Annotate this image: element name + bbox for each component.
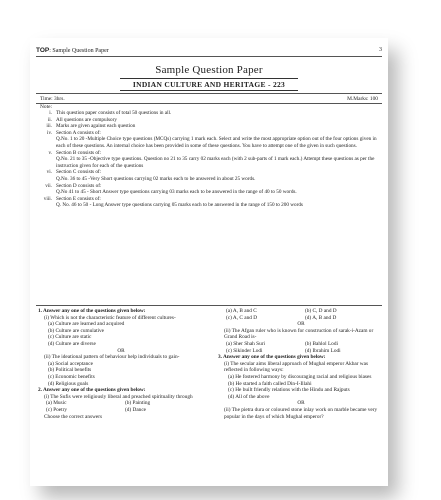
option: (b) Painting bbox=[125, 400, 151, 407]
option: (c) Economic benefits bbox=[48, 373, 95, 380]
section-divider bbox=[36, 305, 382, 306]
instructions-list bbox=[36, 110, 380, 209]
option: (d) All of the above bbox=[228, 393, 270, 400]
instruction-detail: Q.No. 21 to 35 -Objective type questions. Question no 21 to 35 carry 02 marks each (with 2 sub-parts of 1 mark each.) Attempt these questions as per the instruction given for each of the questions bbox=[56, 156, 375, 169]
option: (b) Political benefits bbox=[48, 367, 92, 374]
question-1-ii: (ii) The ideational pattern of behaviour help individuals to gain- bbox=[44, 354, 180, 361]
instruction-item: i. This question paper consists of total 50 questions in all. bbox=[49, 110, 172, 116]
time-label: Time: 3hrs. bbox=[40, 95, 65, 102]
instruction-item: viii. Section E consists of: bbox=[43, 195, 101, 202]
instruction-detail: Q.No 41 to 45 - Short Answer type questions carrying 03 marks each to be answered in the range of 40 to 50 words. bbox=[56, 189, 297, 196]
options-grid bbox=[218, 308, 384, 321]
option: (c) Poetry bbox=[46, 406, 68, 413]
question-2-ii: (ii) The Afgan ruler who is known for construction of sarak-i-Azam or Grand Road is- bbox=[224, 327, 374, 341]
brand-label bbox=[36, 47, 109, 54]
marks-label: M.Marks: 100 bbox=[347, 95, 378, 102]
instruction-detail: Q. No. 46 to 50 - Long Answer type questions carrying 05 marks each to be answered in the range of 150 to 200 words bbox=[56, 202, 303, 209]
option: (d) Ibrahim Lodi bbox=[305, 347, 341, 354]
option: (c) He built friendly relations with the Hindu and Rajputs bbox=[228, 387, 350, 394]
note-label: Note: bbox=[40, 104, 52, 110]
instruction-item: ii. All questions are compulsory bbox=[47, 116, 117, 123]
options-grid bbox=[218, 341, 384, 354]
option: (d) Culture are diverse bbox=[48, 340, 96, 347]
page-number: 3 bbox=[379, 47, 382, 53]
option: (a) A, B and C bbox=[226, 308, 257, 314]
instruction-item: vii. Section D consists of: bbox=[45, 182, 102, 189]
question-3-ii: (ii) The pietra dura or coloured stone inlay work on marble became very popular in the days of which Mughal emperor? bbox=[224, 406, 378, 420]
options-grid bbox=[38, 400, 204, 413]
option: (c) A, C and D bbox=[226, 314, 258, 321]
option: (b) C, D and D bbox=[305, 308, 337, 314]
exam-meta bbox=[36, 93, 382, 104]
option: (d) A, B and D bbox=[305, 314, 337, 321]
instruction-item: iii. Marks are given against each question bbox=[46, 123, 136, 130]
question-paper-page bbox=[30, 38, 388, 486]
or-separator: OR bbox=[297, 400, 305, 407]
header-label: : Sample Question Paper bbox=[49, 47, 109, 54]
page-title: Sample Question Paper bbox=[155, 64, 263, 76]
option: (a) Culture are learned and acquired bbox=[48, 321, 125, 328]
option: (a) Music bbox=[46, 400, 67, 407]
option: (d) Religious goals bbox=[48, 380, 89, 387]
or-separator: OR bbox=[297, 321, 305, 328]
option: (b) Culture are cumulative bbox=[48, 327, 105, 334]
option: (a) Sher Shah Suri bbox=[226, 340, 265, 347]
question-2-i: (i) The Sufis were religiously liberal and preached spirituality through bbox=[44, 393, 193, 400]
instruction-item: vi. Section C consists of: bbox=[46, 169, 102, 176]
question-2-heading: 2. Answer any one of the questions given below: bbox=[38, 387, 146, 394]
option: (c) Culture are static bbox=[48, 334, 92, 341]
question-3-i: (i) The secular aims liberal approach of Mughal emperor Akbar was reflected in following ways: bbox=[224, 360, 369, 374]
option: (b) Bahlol Lodi bbox=[305, 340, 338, 347]
right-column bbox=[218, 308, 384, 420]
instruction-item: iv. Section A consists of: bbox=[47, 129, 101, 136]
brand-logo-text: TOP bbox=[36, 46, 50, 54]
option: (d) Dance bbox=[125, 406, 147, 413]
option: (a) He fostered harmony by discouraging racial and religious biases bbox=[228, 373, 372, 380]
option: (b) He started a faith called Din-I-Illahi bbox=[228, 380, 312, 387]
question-1-i: (i) Which is not the characteristic feature of different cultures- bbox=[44, 314, 176, 321]
choose-instruction: Choose the correct answers bbox=[44, 413, 103, 420]
or-separator: OR bbox=[117, 347, 125, 354]
question-3-heading: 3. Answer any one of the questions given below: bbox=[218, 354, 326, 361]
page-subtitle: INDIAN CULTURE AND HERITAGE - 223 bbox=[120, 78, 298, 91]
instruction-detail: Q.No. 36 to 45 -Very Short questions carrying 02 marks each to be answered in about 25 words. bbox=[56, 175, 256, 182]
running-header bbox=[36, 44, 382, 57]
instruction-detail: Q.No. 1 to 20 -Multiple Choice type questions (MCQs) carrying 1 mark each. Select and write the most appropriate option out of the four options given in each of these questions. An internal choice has been provided in some of these questions. You have to attempt one of the given in such questions. bbox=[56, 136, 377, 149]
option: (c) Sikinder Lodi bbox=[226, 347, 263, 354]
left-column bbox=[38, 308, 204, 420]
option: (a) Social acceptance bbox=[48, 360, 93, 367]
instruction-item: v. Section B consists of: bbox=[48, 149, 102, 156]
question-1-heading: 1. Answer any one of the questions given below: bbox=[38, 308, 146, 314]
